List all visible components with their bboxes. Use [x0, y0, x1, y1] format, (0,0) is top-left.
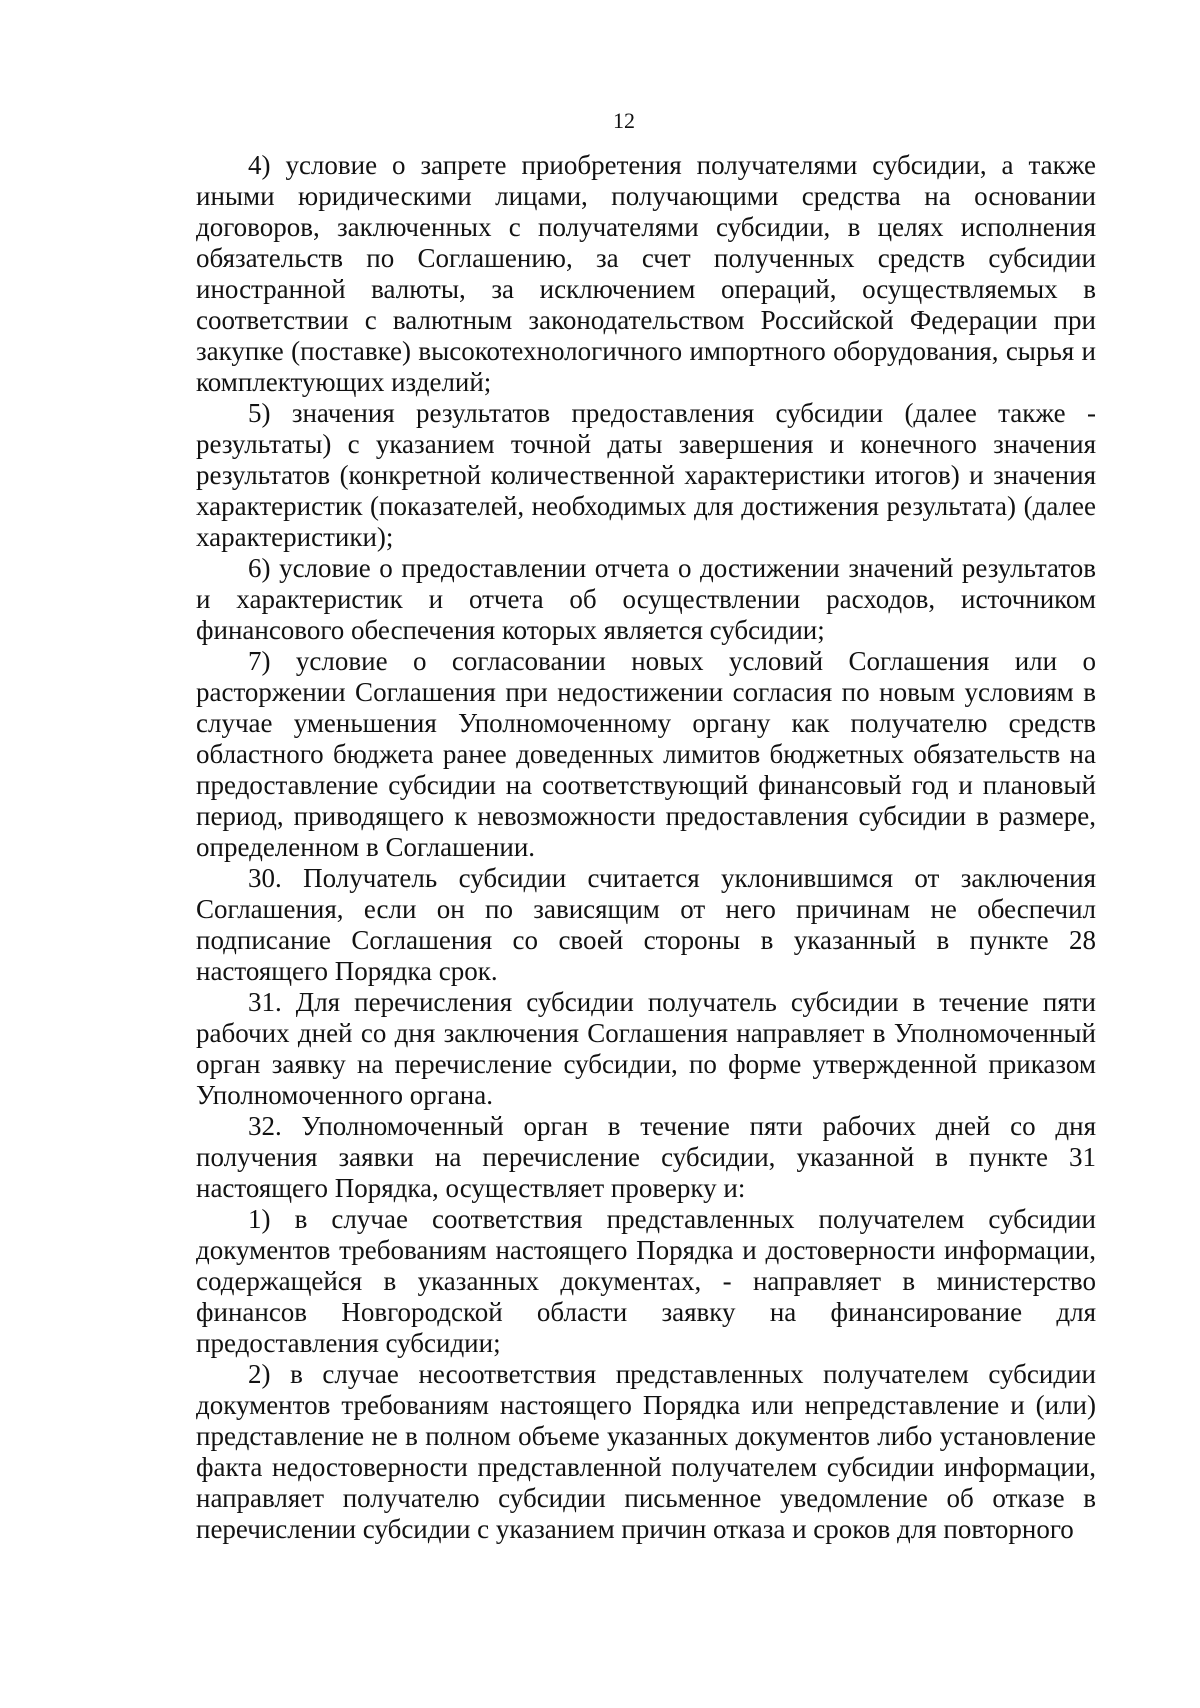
paragraph-item-7: 7) условие о согласовании новых условий Соглашения или о расторжении Соглашения при недостижении согласия по новым условиям в случае уменьшения Уполномоченному органу как получателю средств областного бюджета ранее доведенных лимитов бюджетных обязательств на предоставление субсидии на соответствующий финансовый год и плановый период, приводящего к невозможности предоставления субсидии в размере, определенном в Соглашении.: [196, 646, 1096, 862]
paragraph-subitem-2: 2) в случае несоответствия представленных получателем субсидии документов требованиям настоящего Порядка или непредставление и (или) представление не в полном объеме указанных документов либо установление факта недостоверности представленной получателем субсидии информации, направляет получателю субсидии письменное уведомление об отказе в перечислении субсидии с указанием причин отказа и сроков для повторного: [196, 1359, 1096, 1544]
paragraph-clause-32: 32. Уполномоченный орган в течение пяти рабочих дней со дня получения заявки на перечисление субсидии, указанной в пункте 31 настоящего Порядка, осуществляет проверку и:: [196, 1111, 1096, 1203]
paragraph-subitem-1: 1) в случае соответствия представленных получателем субсидии документов требованиям настоящего Порядка и достоверности информации, содержащейся в указанных документах, - направляет в министерство финансов Новгородской области заявку на финансирование для предоставления субсидии;: [196, 1204, 1096, 1358]
paragraph-item-5: 5) значения результатов предоставления субсидии (далее также - результаты) с указанием точной даты завершения и конечного значения результатов (конкретной количественной характеристики итогов) и значения характеристик (показателей, необходимых для достижения результата) (далее характеристики);: [196, 398, 1096, 552]
paragraph-clause-30: 30. Получатель субсидии считается уклонившимся от заключения Соглашения, если он по зависящим от него причинам не обеспечил подписание Соглашения со своей стороны в указанный в пункте 28 настоящего Порядка срок.: [196, 863, 1096, 986]
paragraph-item-4: 4) условие о запрете приобретения получателями субсидии, а также иными юридическими лицами, получающими средства на основании договоров, заключенных с получателями субсидии, в целях исполнения обязательств по Соглашению, за счет полученных средств субсидии иностранной валюты, за исключением операций, осуществляемых в соответствии с валютным законодательством Российской Федерации при закупке (поставке) высокотехнологичного импортного оборудования, сырья и комплектующих изделий;: [196, 150, 1096, 397]
paragraph-item-6: 6) условие о предоставлении отчета о достижении значений результатов и характеристик и отчета об осуществлении расходов, источником финансового обеспечения которых является субсидии;: [196, 553, 1096, 645]
document-body: [196, 150, 1096, 1545]
paragraph-clause-31: 31. Для перечисления субсидии получатель субсидии в течение пяти рабочих дней со дня заключения Соглашения направляет в Уполномоченный орган заявку на перечисление субсидии, по форме утвержденной приказом Уполномоченного органа.: [196, 987, 1096, 1110]
page-number: 12: [613, 108, 635, 133]
